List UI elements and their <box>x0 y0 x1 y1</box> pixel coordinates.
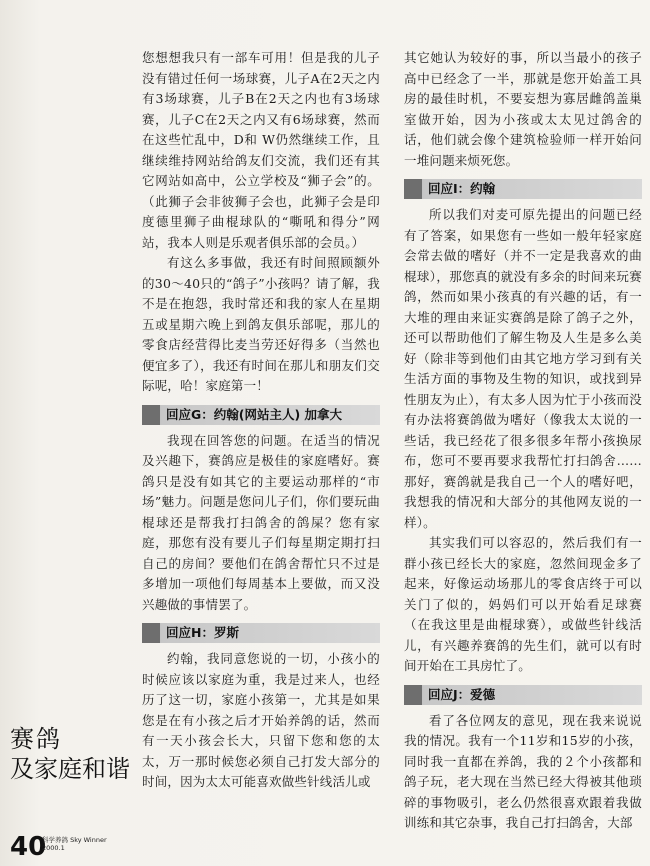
left-column <box>142 48 380 793</box>
paragraph-continued: 您想想我只有一部车可用！但是我的儿子没有错过任何一场球赛，儿子A在2天之内有3场球赛，儿子B在2天之内也有3场球赛，儿子C在2天之内又有6场球赛，然而在这些忙乱中，D和 W仍然继续工作，且继续维持网站给鸽友们交流，我们还有其它网站如高中，公立学校及“狮子会”的。（此狮子会非彼狮子会也，此狮子会是印度德里狮子曲棍球队的“嘶吼和得分”网站，我本人则是乐观者俱乐部的会员。） <box>142 50 380 250</box>
response-j-heading: 回应J：爱德 <box>404 685 642 705</box>
paragraph: 有这么多事做，我还有时间照顾额外的30～40只的“鸽子”小孩吗？请了解，我不是在抱怨，我时常还和我的家人在星期五或星期六晚上到鸽友俱乐部呢，那儿的零食店经营得比麦当劳还好得多（当然也便宜多了），我还有时间在那儿和朋友们交际呢，哈！家庭第一！ <box>142 255 380 393</box>
paragraph: 我现在回答您的问题。在适当的情况及兴趣下，赛鸽应是极佳的家庭嗜好。赛鸽只是没有如其它的主要运动那样的“市场”魅力。问题是您问儿子们，你们要玩曲棍球还是帮我打扫鸽舍的鸽屎？您有家庭，那您有没有要儿子们每星期定期打扫自己的房间？要他们在鸽舍帮忙只不过是多增加一项他们每周基本上要做，而又没兴趣做的事情罢了。 <box>142 432 380 612</box>
title-line-2: 及家庭和谐 <box>10 755 130 783</box>
page-footer <box>10 832 130 862</box>
article-title <box>10 724 130 784</box>
paragraph: 其实我们可以容忍的，然后我们有一群小孩已经长大的家庭，忽然间现金多了起来，好像运动场那儿的零食店终于可以关门了似的，妈妈们可以开始看足球赛（在我这里是曲棍球赛），或做些针线活儿，有兴趣养赛鸽的先生们，就可以有时间开始在工具房忙了。 <box>404 535 642 673</box>
publication-info <box>42 836 107 852</box>
title-line-1: 赛鸽 <box>10 725 62 753</box>
paragraph: 约翰，我同意您说的一切，小孩小的时候应该以家庭为重，我是过来人，也经历了这一切，家庭小孩第一，尤其是如果您是在有小孩之后才开始养鸽的话，然而有一天小孩会长大，只留下您和您的太太，万一那时候您必须自己打发大部分的时间，因为太太可能喜欢做些针线活儿或 <box>142 651 380 789</box>
paragraph: 所以我们对麦可原先提出的问题已经有了答案，如果您有一些如一般年轻家庭会常去做的嗜好（并不一定是我喜欢的曲棍球），那您真的就没有多余的时间来玩赛鸽，然而如果小孩真的有兴趣的话，有一大堆的理由来证实赛鸽是除了鸽子之外，还可以帮助他们了解生物及人生是多么美好（除非等到他们由其它地方学习到有关生活方面的事物及生物的知识，或找到异性朋友为止），有太多人因为忙于小孩而没有办法将赛鸽做为嗜好（像我太太说的一些话，我已经花了很多很多年帮小孩换尿布，您可不要再要求我帮忙打扫鸽舍……那好，赛鸽就是我自己一个人的嗜好吧，我想我的情况和大部分的其他网友说的一样）。 <box>404 207 642 530</box>
response-g-heading: 回应G：约翰(网站主人) 加拿大 <box>142 405 380 425</box>
response-h-heading: 回应H：罗斯 <box>142 623 380 643</box>
paragraph: 看了各位网友的意见，现在我来说说我的情况。我有一个11岁和15岁的小孩，同时我一直都在养鸽，我的２个小孩都和鸽子玩，老大现在当然已经大得被其他琐碎的事物吸引，老么仍然很喜欢跟着我做训练和其它杂事，我自己打扫鸽舍，大部 <box>404 712 642 830</box>
page-number: 40 <box>10 832 47 862</box>
paragraph-continued: 其它她认为较好的事，所以当最小的孩子高中已经念了一半，那就是您开始盖工具房的最佳时机，不要妄想为寡居雌鸽盖巢室做开始，因为小孩或太太见过鸽舍的话，他们就会像个建筑检验师一样开始问一堆问题来烦死您。 <box>404 50 642 168</box>
right-column <box>404 48 642 834</box>
response-i-heading: 回应I：约翰 <box>404 179 642 199</box>
issue-number: 2000.1 <box>42 844 65 852</box>
publication-name: 科学养鸽 Sky Winner <box>42 836 107 844</box>
